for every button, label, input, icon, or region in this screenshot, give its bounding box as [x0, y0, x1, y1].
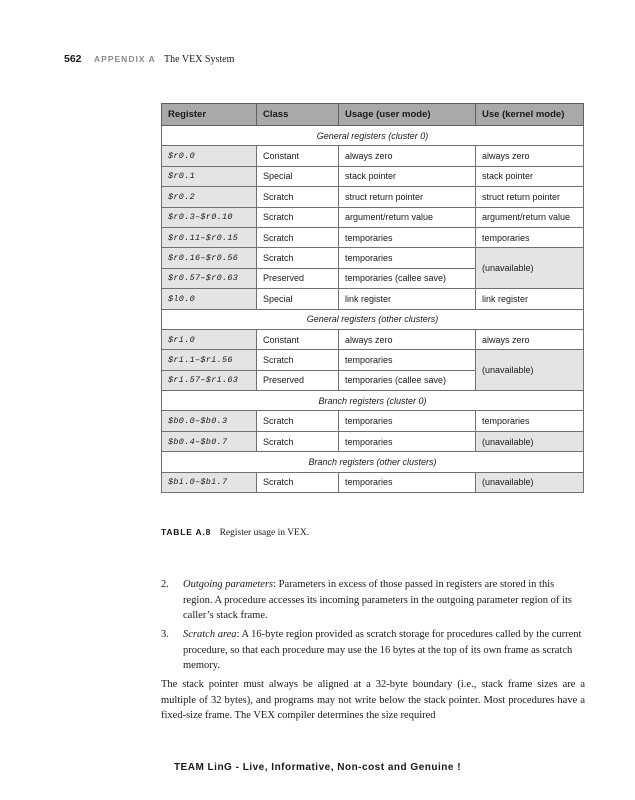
table-row: [162, 411, 584, 431]
list-item-number: 3.: [161, 629, 169, 640]
kernel-use-cell: argument/return value: [476, 207, 584, 227]
running-head: [64, 53, 234, 65]
list-item-text: : Parameters in excess of those passed in registers are stored in this region. A procedure accesses its incoming parameters in the outgoing parameter region of its caller’s stack frame.: [183, 579, 572, 621]
class-cell: Scratch: [257, 431, 339, 451]
class-cell: Special: [257, 289, 339, 309]
table-row: [162, 227, 584, 247]
group-heading: Branch registers (other clusters): [162, 452, 584, 472]
kernel-use-cell: temporaries: [476, 411, 584, 431]
register-cell: $r0.16–$r0.56: [162, 248, 257, 268]
class-cell: Scratch: [257, 350, 339, 370]
user-usage-cell: struct return pointer: [339, 187, 476, 207]
group-heading: General registers (cluster 0): [162, 126, 584, 146]
register-cell: $b0.0–$b0.3: [162, 411, 257, 431]
register-cell: $bi.0–$bi.7: [162, 472, 257, 492]
kernel-use-cell: (unavailable): [476, 431, 584, 451]
class-cell: Constant: [257, 146, 339, 166]
user-usage-cell: temporaries: [339, 227, 476, 247]
table-row: [162, 207, 584, 227]
class-cell: Scratch: [257, 472, 339, 492]
class-cell: Scratch: [257, 187, 339, 207]
register-cell: $l0.0: [162, 289, 257, 309]
class-cell: Scratch: [257, 248, 339, 268]
register-cell: $ri.0: [162, 329, 257, 349]
table-row: [162, 431, 584, 451]
table-caption: [161, 527, 309, 538]
register-usage-table: [161, 103, 584, 493]
class-cell: Constant: [257, 329, 339, 349]
appendix-label: APPENDIX A: [94, 54, 156, 64]
table-row: [162, 350, 584, 370]
register-cell: $ri.1–$ri.56: [162, 350, 257, 370]
group-heading: Branch registers (cluster 0): [162, 391, 584, 411]
user-usage-cell: temporaries: [339, 350, 476, 370]
table-header-row: [162, 104, 584, 126]
user-usage-cell: argument/return value: [339, 207, 476, 227]
user-usage-cell: temporaries: [339, 411, 476, 431]
register-cell: $r0.3–$r0.10: [162, 207, 257, 227]
list-item: [161, 577, 585, 624]
kernel-use-cell: stack pointer: [476, 166, 584, 186]
table-row: [162, 187, 584, 207]
page-number: 562: [64, 53, 82, 65]
class-cell: Scratch: [257, 207, 339, 227]
class-cell: Scratch: [257, 227, 339, 247]
header-class: Class: [257, 104, 339, 126]
register-cell: $r0.2: [162, 187, 257, 207]
register-cell: $ri.57–$ri.63: [162, 370, 257, 390]
list-item-number: 2.: [161, 579, 169, 590]
kernel-use-cell: (unavailable): [476, 350, 584, 391]
user-usage-cell: temporaries: [339, 248, 476, 268]
table-row: [162, 472, 584, 492]
table-row: [162, 146, 584, 166]
group-heading: General registers (other clusters): [162, 309, 584, 329]
table-row: [162, 166, 584, 186]
class-cell: Special: [257, 166, 339, 186]
kernel-use-cell: always zero: [476, 146, 584, 166]
caption-label: TABLE A.8: [161, 527, 212, 537]
header-usage-user: Usage (user mode): [339, 104, 476, 126]
table-row: [162, 329, 584, 349]
list-item-term: Outgoing parameters: [183, 579, 274, 590]
table-row: [162, 248, 584, 268]
user-usage-cell: temporaries (callee save): [339, 268, 476, 288]
list-item: [161, 627, 585, 674]
header-use-kernel: Use (kernel mode): [476, 104, 584, 126]
register-cell: $r0.0: [162, 146, 257, 166]
register-cell: $r0.11–$r0.15: [162, 227, 257, 247]
class-cell: Scratch: [257, 411, 339, 431]
kernel-use-cell: link register: [476, 289, 584, 309]
list-item-text: : A 16-byte region provided as scratch storage for procedures called by the current procedure, so that each procedure may use the 16 bytes at the top of its own frame as scratch memory.: [183, 629, 582, 671]
user-usage-cell: temporaries: [339, 472, 476, 492]
caption-text: Register usage in VEX.: [219, 528, 310, 538]
kernel-use-cell: (unavailable): [476, 472, 584, 492]
kernel-use-cell: struct return pointer: [476, 187, 584, 207]
header-register: Register: [162, 104, 257, 126]
user-usage-cell: always zero: [339, 146, 476, 166]
class-cell: Preserved: [257, 268, 339, 288]
register-cell: $r0.1: [162, 166, 257, 186]
kernel-use-cell: temporaries: [476, 227, 584, 247]
user-usage-cell: stack pointer: [339, 166, 476, 186]
register-cell: $b0.4–$b0.7: [162, 431, 257, 451]
user-usage-cell: temporaries (callee save): [339, 370, 476, 390]
footer-banner: TEAM LinG - Live, Informative, Non-cost and Genuine !: [173, 762, 462, 773]
kernel-use-cell: (unavailable): [476, 248, 584, 289]
list-item-term: Scratch area: [183, 629, 237, 640]
running-title: The VEX System: [164, 54, 235, 65]
user-usage-cell: link register: [339, 289, 476, 309]
user-usage-cell: temporaries: [339, 431, 476, 451]
body-paragraph: The stack pointer must always be aligned at a 32-byte boundary (i.e., stack frame sizes are a multiple of 32 bytes), and programs may not write below the stack pointer. Most procedures have a fixed-size frame. The VEX compiler determines the size required: [161, 679, 585, 721]
register-cell: $r0.57–$r0.63: [162, 268, 257, 288]
kernel-use-cell: always zero: [476, 329, 584, 349]
class-cell: Preserved: [257, 370, 339, 390]
user-usage-cell: always zero: [339, 329, 476, 349]
table-row: [162, 289, 584, 309]
